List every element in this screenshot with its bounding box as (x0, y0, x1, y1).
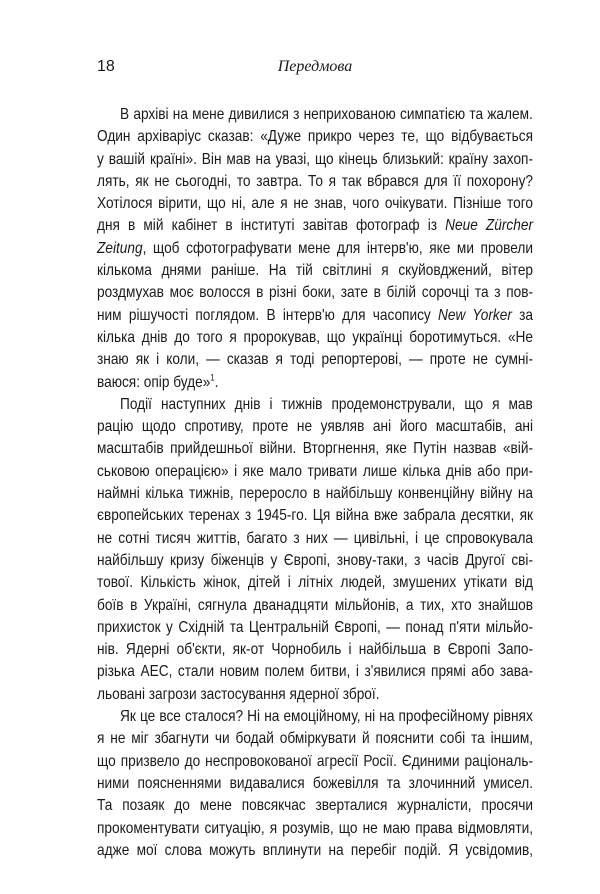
text-line: знаю як і коли, — сказав я тоді репортерові, — проте не сумні- (97, 351, 534, 369)
text-line: льовані загрози застосування ядерної зброї. (97, 685, 380, 703)
text-line: Один архіваріус сказав: «Дуже прикро через те, що відбувається (97, 128, 534, 146)
text-line: тової. Кількість жінок, дітей і літніх людей, змушених утікати від (97, 574, 534, 592)
text-fragment: ваюся: опір буде» (97, 373, 211, 391)
italic-publication-name: Neue Zürcher (445, 217, 534, 235)
text-line: Хотілося вірити, що ні, але я не знав, чого очікувати. Пізніше того (97, 195, 534, 213)
text-line: В архіві на мене дивилися з неприхованою симпатією та жалем. (120, 106, 533, 123)
paragraph-1 (97, 104, 533, 394)
text-line: адже мої слова можуть вплинути на перебіг подій. Я усвідомив, (97, 841, 534, 859)
text-line: я не міг збагнути чи бодай обміркувати й пояснити собі та іншим, (97, 730, 534, 748)
text-line: ськовою операцією» і яке мало тривати лише кілька днів або при- (97, 462, 534, 480)
text-line: європейських теренах з 1945-го. Ця війна вже забрала десятки, як (97, 507, 534, 525)
text-line: різька АЕС, стали новим полем битви, і з'явилися прямі або зава- (97, 663, 534, 681)
paragraph-3 (97, 706, 533, 862)
text-line: у вашій країні». Він мав на увазі, що кінець близький: країну захоп- (97, 150, 534, 168)
text-line: що призвело до неспровокованої агресії Росії. Єдиними раціональ- (97, 752, 534, 770)
text-line: кілька днів до того я пророкував, що українці боротимуться. «Не (97, 328, 534, 346)
text-line: роздмухав моє волосся в різні боки, зате в білій сорочці та з пов- (97, 284, 534, 302)
italic-publication-name: New Yorker (438, 306, 512, 324)
paragraph-2 (97, 394, 533, 706)
text-line: Та позаяк до мене повсякчас зверталися журналісти, просячи (97, 797, 534, 815)
text-line: рацію щодо спротиву, проте не уявляв ані його масштабів, ані (97, 418, 534, 436)
body-text (97, 104, 533, 862)
text-line: лять, як не сьогодні, то завтра. То я так вбрався для її похорону? (97, 172, 534, 190)
text-line: Події наступних днів і тижнів продемонстрували, що я мав (120, 395, 533, 413)
text-line: прихисток у Східній та Центральній Європі, — понад п'яти мільйо- (97, 618, 534, 636)
text-line: масштабів прийдешньої війни. Вторгнення, яке Путін назвав «вій- (97, 440, 534, 458)
text-line: найбільшу кризу біженців у Європі, знову-таки, з часів Другої сві- (97, 551, 534, 569)
page-number: 18 (97, 58, 115, 75)
text-line (97, 372, 533, 394)
text-line: Як це все сталося? Ні на емоційному, ні на професійному рівнях (120, 708, 533, 726)
text-line: боїв в Україні, сягнула дванадцяти мільйонів, а тих, хто знайшов (97, 596, 534, 614)
text-line: кількома днями раніше. На тій світлині я скуйовджений, вітер (97, 262, 534, 280)
running-header-title: Передмова (277, 58, 353, 75)
text-fragment: , щоб сфотографувати мене для інтерв'ю, яке ми провели (142, 239, 534, 257)
text-fragment: ним рішучості поглядом. В інтерв'ю для часопису (97, 306, 431, 324)
text-fragment: . (214, 373, 219, 391)
text-line: наймні кілька тижнів, переросло в найбільшу конвенційну війну на (97, 485, 534, 503)
text-line: ними поясненнями видавалися божевілля та злочинний умисел. (97, 774, 534, 792)
text-line: нів. Ядерні об'єкти, як-от Чорнобиль і найбільша в Європі Запо- (97, 641, 534, 659)
text-fragment: за (511, 306, 534, 324)
footnote-reference[interactable]: 1 (210, 372, 215, 383)
text-line (97, 305, 533, 327)
text-line: не сотні тисяч життів, багато з них — цивільні, і це спровокувала (97, 529, 534, 547)
italic-publication-name: Zeitung (97, 239, 143, 257)
text-line: прокоментувати ситуацію, я розумів, що не маю права відмовляти, (97, 819, 534, 837)
text-fragment: дня в мій кабінет в інституті завітав фотограф із (97, 217, 438, 235)
text-line (97, 215, 533, 237)
page-header (97, 58, 533, 82)
text-line (97, 238, 533, 260)
